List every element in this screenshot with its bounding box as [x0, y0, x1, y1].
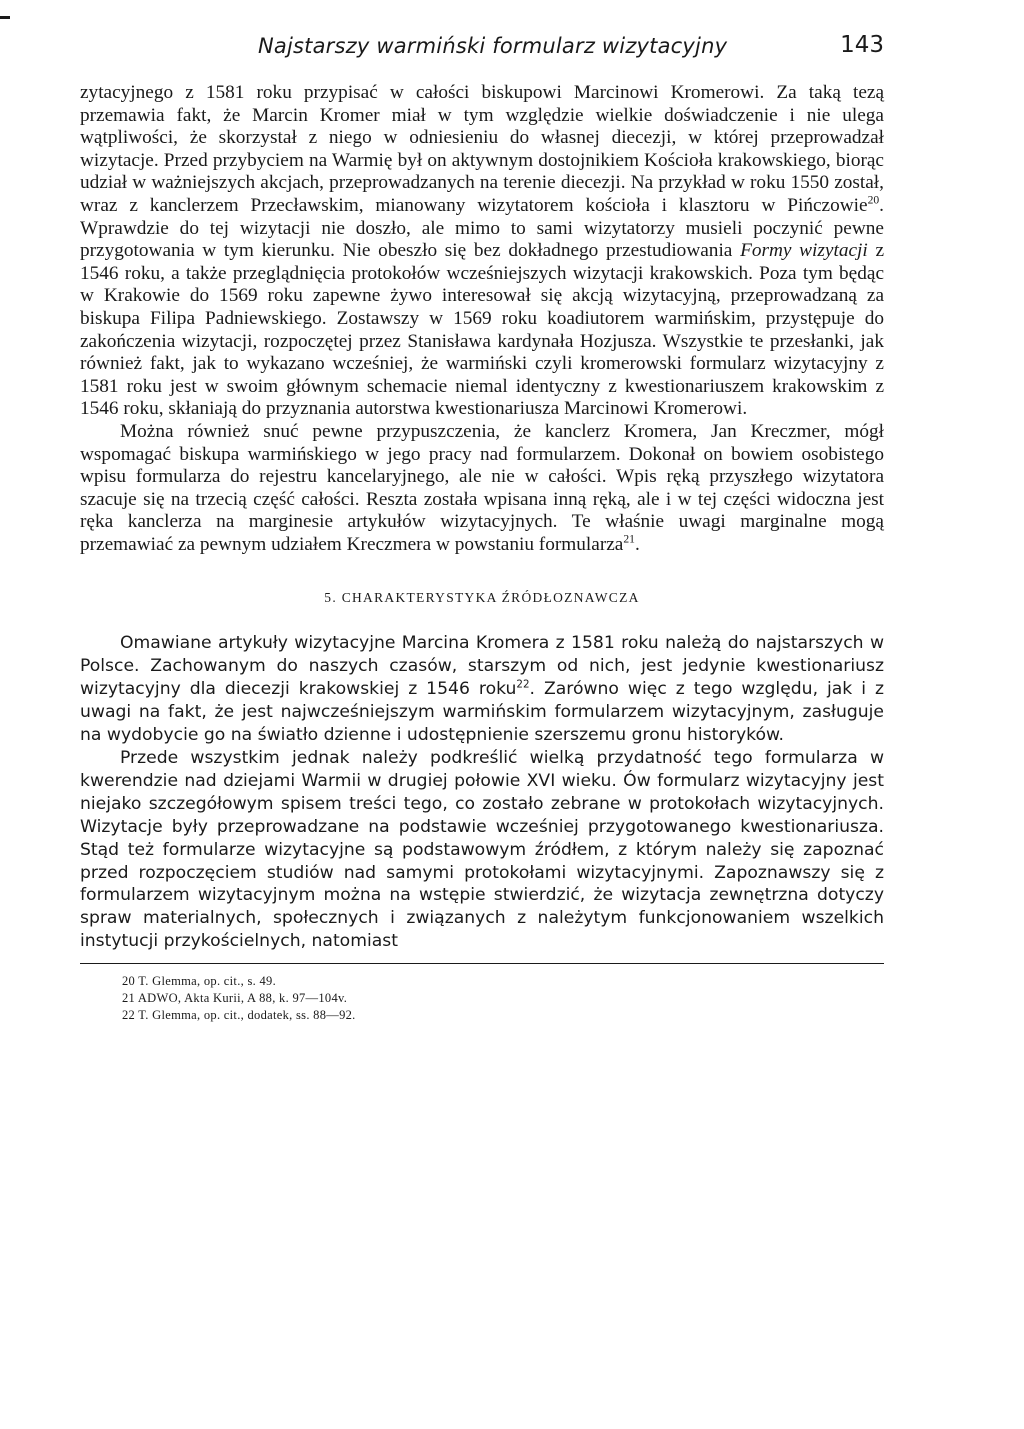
- running-title: Najstarszy warmiński formularz wizytacyjny: [258, 34, 728, 58]
- paragraph-text: Można również snuć pewne przypuszczenia, że kanclerz Kromera, Jan Kreczmer, mógł wspomagać biskupa warmińskiego w jego pracy nad formularzem. Dokonał on bowiem osobistego wpisu formularza do rejestru kancelaryjnego, ale nie w całości. Wpis ręką przyszłego wizytatora szacuje się na trzecią część całości. Reszta została wpisana inną ręką, ale i w tej części widoczna jest ręka kanclerza na marginesie artykułów wizytacyjnych. Te właśnie uwagi marginalne mogą przemawiać za pewnym udziałem Kreczmera w powstaniu formularza: [80, 420, 884, 555]
- footnote-20: 20 T. Glemma, op. cit., s. 49.: [122, 974, 277, 989]
- body-text: [80, 82, 884, 556]
- paragraph-text: Omawiane artykuły wizytacyjne Marcina Kromera z 1581 roku należą do najstarszych w Polsce. Zachowanym do naszych czasów, starszym od nich, jest jedynie kwestionariusz wizytacyjny dla diecezji krakowskiej z 1546 roku: [80, 633, 884, 700]
- footnotes: [80, 973, 884, 1024]
- document-page: [80, 28, 884, 1024]
- footnote-ref-20[interactable]: 20: [867, 193, 880, 207]
- footnote-ref-22[interactable]: 22: [516, 678, 530, 691]
- section-heading: 5. CHARAKTERYSTYKA ŹRÓDŁOZNAWCZA: [324, 590, 640, 606]
- paragraph-text: . Wprawdzie do tej wizytacji nie doszło, ale mimo to sami wizytatorzy musieli poczynić pewne przygotowania w tym kierunku. Nie obeszło się bez dokładnego przestudiowania: [80, 194, 884, 262]
- paragraph-2: [80, 421, 884, 557]
- section-paragraph-2: [80, 747, 884, 953]
- footnote-21: 21 ADWO, Akta Kurii, A 88, k. 97—104v.: [122, 991, 348, 1006]
- page-number: 143: [840, 32, 884, 58]
- footnote-ref-21[interactable]: 21: [623, 532, 635, 546]
- paragraph-text: Przede wszystkim jednak należy podkreślić wielką przydatność tego formularza w kwerendzie nad dziejami Warmii w drugiej połowie XVI wieku. Ów formularz wizytacyjny jest niejako szczegółowym spisem treści tego, co zostało zebrane w protokołach wizytacyjnych. Wizytacje były przeprowadzane na podstawie wcześniej przygotowanego kwestionariusza. Stąd też formularze wizytacyjne są podstawowym źródłem, z którym należy się zapoznać przed rozpoczęciem studiów nad samymi protokołami wizytacyjnymi. Zapoznawszy się z formularzem wizytacyjnym można na wstępie stwierdzić, że wizytacja zewnętrzna dotyczy spraw materialnych, społecznych i związanych z należytym funkcjonowaniem wszelkich instytucji przykościelnych, natomiast: [80, 748, 884, 952]
- section-body: [80, 632, 884, 953]
- page-edge-mark: [0, 16, 10, 19]
- paragraph-text: zytacyjnego z 1581 roku przypisać w całości biskupowi Marcinowi Kromerowi. Za taką tezą przemawia fakt, że Marcin Kromer miał w tym względzie wielkie doświadczenie i nie ulega wątpliwości, że skorzystał z niego w odniesieniu do własnej diecezji, w której przeprowadzał wizytacje. Przed przybyciem na Warmię był on aktywnym dostojnikiem Kościoła krakowskiego, biorąc udział w ważniejszych akcjach, przeprowadzanych na terenie diecezji. Na przykład w roku 1550 został, wraz z kanclerzem Przecławskim, mianowany wizytatorem kościoła i klasztoru w Pińczowie: [80, 82, 884, 216]
- italic-title: Formy wizytacji: [740, 240, 868, 262]
- paragraph-1: [80, 82, 884, 421]
- paragraph-text: .: [634, 533, 640, 555]
- paragraph-text: . Zarówno więc z tego względu, jak i z uwagi na fakt, że jest najwcześniejszym warmińskim formularzem wizytacyjnym, zasługuje na wydobycie go na światło dzienne i udostępnienie szerszemu gronu historyków.: [80, 679, 884, 746]
- running-header: [80, 28, 884, 68]
- section-paragraph-1: [80, 632, 884, 747]
- footnote-divider: [80, 963, 884, 964]
- footnote-22: 22 T. Glemma, op. cit., dodatek, ss. 88—92.: [122, 1008, 356, 1023]
- paragraph-text: z 1546 roku, a także przeglądnięcia protokołów wcześniejszych wizytacji krakowskich. Poza tym będąc w Krakowie do 1569 roku zapewne żywo interesował się akcją wizytacyjną, przeprowadzaną za biskupa Filipa Padniewskiego. Zostawszy w 1569 roku koadiutorem warmińskim, przystępuje do zakończenia wizytacji, rozpoczętej przez Stanisława kardynała Hozjusza. Wszystkie te przesłanki, jak również fakt, jak to wykazano wcześniej, że warmiński czyli kromerowski formularz wizytacyjny z 1581 roku jest w swoim głównym schemacie niemal identyczny z kwestionariuszem krakowskim z 1546 roku, skłaniają do przyznania autorstwa kwestionariusza Marcinowi Kromerowi.: [80, 240, 884, 420]
